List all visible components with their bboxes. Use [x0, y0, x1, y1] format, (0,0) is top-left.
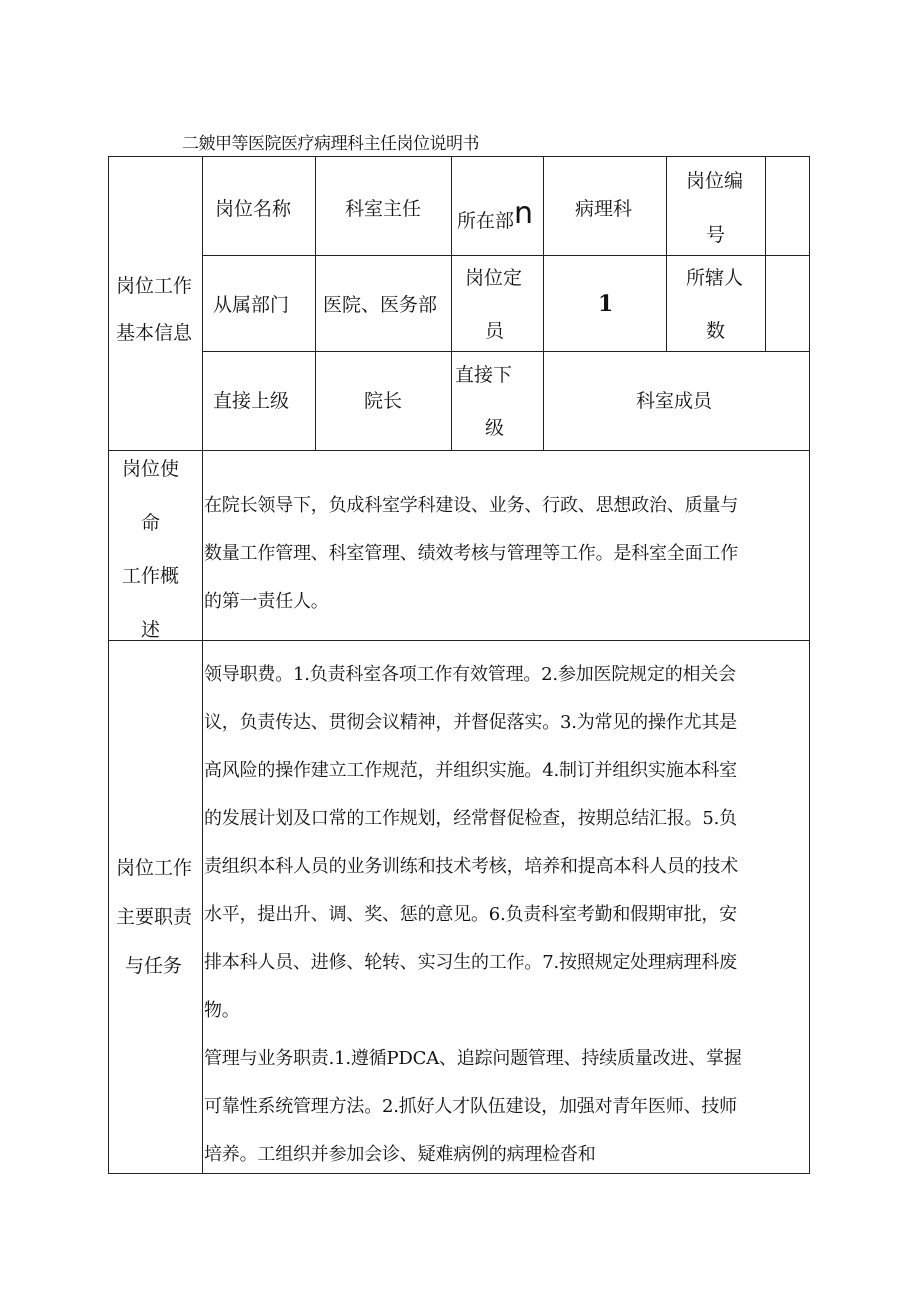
duties-label-line1: 岗位工作 [116, 857, 193, 879]
staff-count-label-line2: 数 [706, 320, 726, 342]
column-divider [451, 156, 452, 451]
section-divider [108, 450, 810, 451]
mission-line: 的第一责任人。 [204, 591, 329, 612]
duties-line: 责组织本科人员的业务训练和技术考核，培养和提高本科人员的技术 [204, 856, 738, 877]
duties-line: 排本科人员、进修、轮转、实习生的工作。7.按照规定处理病理科废 [204, 952, 737, 973]
job-code-label-line1: 岗位编 [686, 170, 744, 192]
quota-value: 1 [598, 291, 614, 317]
superior-value: 院长 [364, 390, 403, 412]
mission-label-line2: 命 [141, 512, 161, 534]
subordinate-value: 科室成员 [636, 390, 713, 412]
column-divider [666, 156, 667, 352]
duties-line: 物。 [204, 1000, 240, 1021]
mission-line: 数量工作管理、科室管理、绩效考核与管理等工作。是科室全面工作 [204, 543, 738, 564]
superior-label: 直接上级 [213, 390, 290, 412]
mission-line: 在院长领导下，负成科室学科建设、业务、行政、思想政治、质量与 [204, 495, 738, 516]
parent-department-value: 医院、医务部 [323, 294, 438, 316]
table-border-left [108, 156, 109, 1174]
staff-count-label-line1: 所辖人 [686, 267, 744, 289]
parent-department-label: 从属部门 [213, 294, 290, 316]
department-value: 病理科 [575, 198, 633, 220]
mission-label-line3: 工作概 [122, 565, 180, 587]
duties-label-line2: 主要职责 [116, 906, 193, 928]
job-name-label: 岗位名称 [215, 198, 292, 220]
duties-line: 可靠性系统管理方法。2.抓好人才队伍建设，加强对青年医师、技师 [204, 1096, 737, 1117]
duties-line: 的发展计划及口常的工作规划，经常督促检查，按期总结汇报。5.负 [204, 808, 737, 829]
table-border-right [809, 156, 810, 1174]
row-divider [202, 255, 810, 256]
duties-line: 领导职费。1.负责科室各项工作有效管理。2.参加医院规定的相关会 [204, 664, 736, 685]
department-label-tail: n [514, 196, 534, 231]
mission-text [204, 482, 738, 626]
mission-label-line1: 岗位使 [122, 458, 180, 480]
duties-label-line3: 与任务 [125, 955, 183, 977]
duties-text [204, 651, 742, 1179]
label-column-divider [202, 156, 203, 1174]
duties-line: 培养。工组织并参加会诊、疑难病例的病理检沓和 [204, 1144, 596, 1165]
duties-line: 议，负责传达、贯彻会议精神，并督促落实。3.为常见的操作尤其是 [204, 712, 737, 733]
quota-label-line1: 岗位定 [465, 267, 523, 289]
quota-label-line2: 员 [485, 320, 505, 342]
subordinate-label-line2: 级 [485, 417, 505, 439]
mission-label-line4: 述 [141, 619, 161, 641]
duties-line: 管理与业务职责.1.遵循PDCA、追踪问题管理、持续质量改进、掌握 [204, 1048, 742, 1069]
basic-info-label-line1: 岗位工作 [116, 275, 193, 297]
column-divider [765, 156, 766, 352]
document-title: 二皴甲等医院医疗病理科主任岗位说明书 [182, 134, 479, 154]
section-divider [108, 640, 810, 641]
basic-info-label-line2: 基本信息 [116, 322, 193, 344]
column-divider [315, 156, 316, 451]
duties-line: 高风险的操作建立工作规范，并组织实施。4.制订并组织实施本科室 [204, 760, 737, 781]
table-border-top [108, 156, 810, 157]
department-label-text: 所在部 [457, 210, 515, 232]
department-label [457, 196, 534, 236]
row-divider [202, 351, 810, 352]
job-name-value: 科室主任 [345, 198, 422, 220]
duties-line: 水平，提出升、调、奖、惩的意见。6.负责科室考勤和假期审批，安 [204, 904, 737, 925]
column-divider [543, 156, 544, 451]
job-code-label-line2: 号 [706, 224, 726, 246]
subordinate-label-line1: 直接下 [455, 364, 513, 386]
